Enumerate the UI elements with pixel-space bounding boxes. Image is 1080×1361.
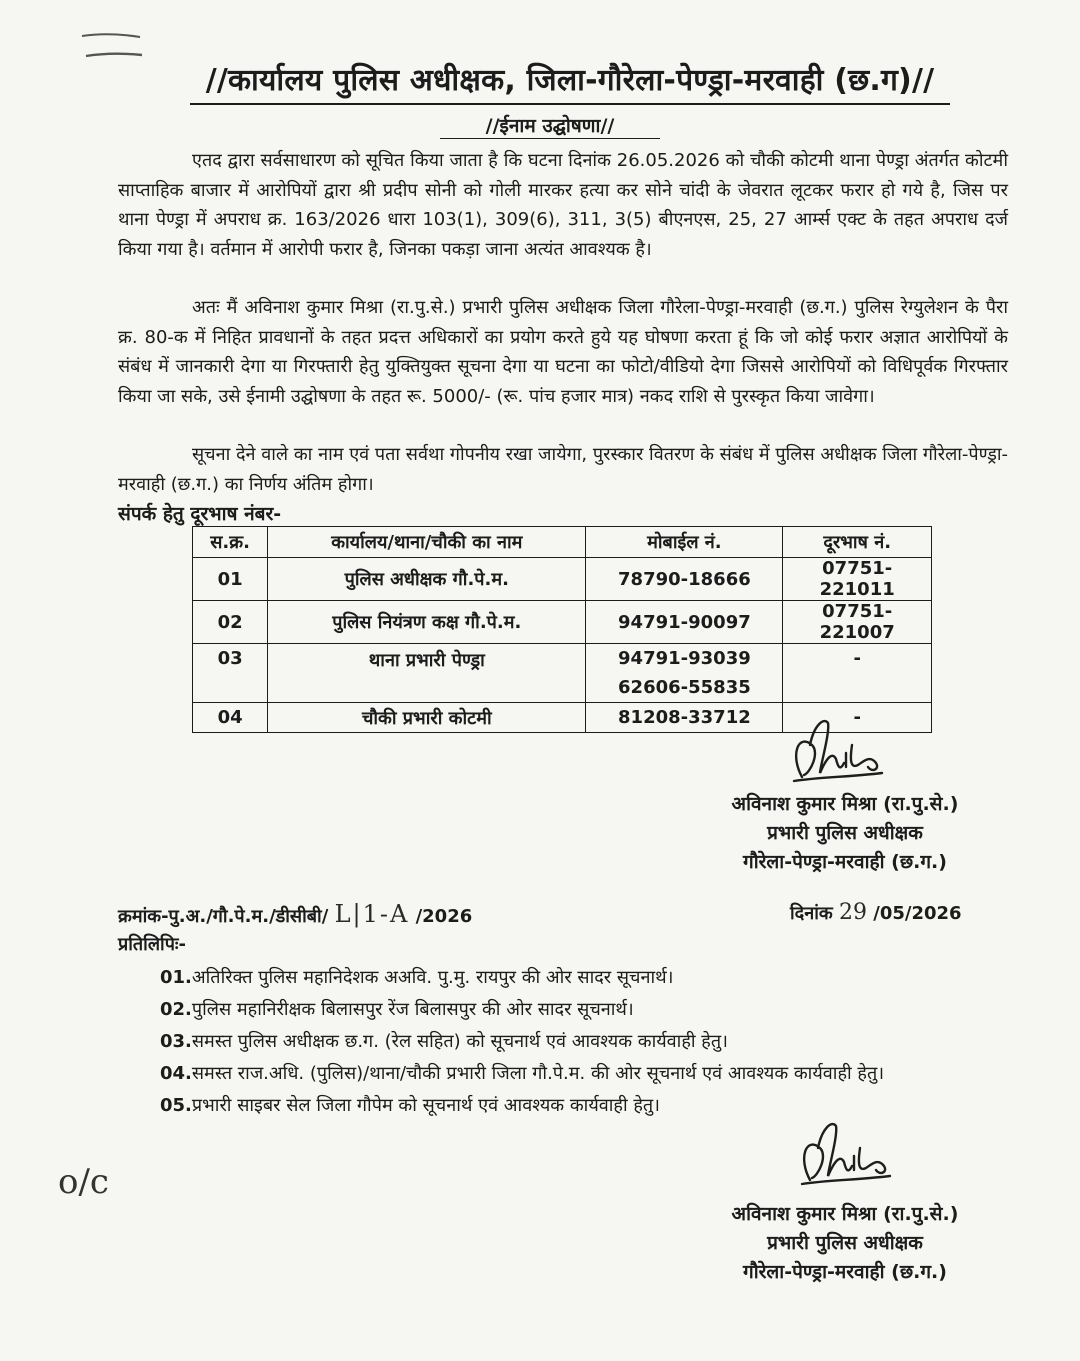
paragraph-incident: एतद द्वारा सर्वसाधारण को सूचित किया जाता है कि घटना दिनांक 26.05.2026 को चौकी कोटमी थाना पेण्ड्रा अंतर्गत कोटमी साप्ताहिक बाजार में आरोपियों द्वारा श्री प्रदीप सोनी को गोली मारकर हत्या कर सोने चांदी के जेवरात लूटकर फरार हो गये है, जिस पर थाना पेण्ड्रा में अपराध क्र. 163/2026 धारा 103(1), 309(6), 311, 3(5) बीएनएस, 25, 27 आर्म्स एक्ट के तहत अपराध दर्ज किया गया है। वर्तमान में आरोपी फरार है, जिनका पकड़ा जाना अत्यंत आवश्यक है। bbox=[118, 150, 1008, 260]
column-header-office: कार्यालय/थाना/चौकी का नाम bbox=[268, 527, 586, 558]
cell-serial: 04 bbox=[193, 703, 268, 733]
column-header-mobile: मोबाईल नं. bbox=[586, 527, 783, 558]
table-header-row bbox=[193, 527, 932, 558]
cell-office: पुलिस नियंत्रण कक्ष गौ.पे.म. bbox=[268, 601, 586, 644]
contacts-table bbox=[192, 526, 932, 733]
signatory-district: गौरेला-पेण्ड्रा-मरवाही (छ.ग.) bbox=[743, 1261, 947, 1283]
reward-announcement-heading: //ईनाम उद्घोषणा// bbox=[440, 112, 660, 139]
signature-mark-1 bbox=[780, 715, 890, 790]
reference-suffix: /2026 bbox=[415, 906, 473, 927]
table-row bbox=[193, 601, 932, 644]
list-item-number: 04. bbox=[160, 1063, 192, 1084]
contact-heading: संपर्क हेतु दूरभाष नंबर- bbox=[118, 503, 282, 525]
list-item-text: प्रभारी साइबर सेल जिला गौपेम को सूचनार्थ एवं आवश्यक कार्यवाही हेतु। bbox=[191, 1095, 661, 1116]
table-row bbox=[193, 558, 932, 601]
copy-to-heading: प्रतिलिपिः- bbox=[118, 934, 187, 955]
list-item-number: 01. bbox=[160, 967, 192, 988]
list-item-text: समस्त पुलिस अधीक्षक छ.ग. (रेल सहित) को सूचनार्थ एवं आवश्यक कार्यवाही हेतु। bbox=[191, 1031, 728, 1052]
list-item bbox=[160, 1090, 1040, 1122]
cell-mobile: 78790-18666 bbox=[586, 558, 783, 601]
list-item-text: पुलिस महानिरीक्षक बिलासपुर रेंज बिलासपुर की ओर सादर सूचनार्थ। bbox=[191, 999, 634, 1020]
paragraph-declaration: अतः मैं अविनाश कुमार मिश्रा (रा.पु.से.) प्रभारी पुलिस अधीक्षक जिला गौरेला-पेण्ड्रा-मरवाही (छ.ग.) पुलिस रेग्युलेशन के पैरा क्र. 80-क में निहित प्रावधानों के तहत प्रदत्त अधिकारों का प्रयोग करते हुये यह घोषणा करता हूं कि जो कोई फरार अज्ञात आरोपियों के संबंध में जानकारी देगा या गिरफ्तारी हेतु युक्तियुक्त सूचना देगा या घटना का फोटो/वीडियो देगा जिससे आरोपियों को विधिपूर्वक गिरफ्तार किया जा सके, उसे ईनामी उद्घोषणा के तहत रू. 5000/- (रू. पांच हजार मात्र) नकद राशि से पुरस्कृत किया जावेगा। bbox=[118, 297, 1009, 407]
signatory-designation: प्रभारी पुलिस अधीक्षक bbox=[767, 1232, 923, 1254]
cell-landline: - bbox=[783, 703, 932, 733]
cell-serial: 01 bbox=[193, 558, 268, 601]
cell-landline: 07751-221011 bbox=[783, 558, 932, 601]
column-header-landline: दूरभाष नं. bbox=[783, 527, 932, 558]
margin-note: o/c bbox=[58, 1162, 109, 1202]
cell-mobile: 94791-90097 bbox=[586, 601, 783, 644]
date-suffix: /05/2026 bbox=[873, 903, 962, 924]
signature-mark-2 bbox=[788, 1118, 898, 1193]
reference-handwritten: L|1-A bbox=[334, 900, 410, 928]
signature-block-1 bbox=[705, 790, 985, 877]
signature-block-2 bbox=[705, 1200, 985, 1287]
cell-mobile: 94791-93039 bbox=[586, 644, 783, 674]
signatory-name: अविनाश कुमार मिश्रा (रा.पु.से.) bbox=[731, 793, 959, 815]
list-item bbox=[160, 1026, 1040, 1058]
cell-office: पुलिस अधीक्षक गौ.पे.म. bbox=[268, 558, 586, 601]
cell-office: थाना प्रभारी पेण्ड्रा bbox=[268, 644, 586, 703]
list-item-number: 05. bbox=[160, 1095, 192, 1116]
list-item-text: समस्त राज.अधि. (पुलिस)/थाना/चौकी प्रभारी जिला गौ.पे.म. की ओर सूचनार्थ एवं आवश्यक कार्यवाही हेतु। bbox=[191, 1063, 885, 1084]
office-title: //कार्यालय पुलिस अधीक्षक, जिला-गौरेला-पेण्ड्रा-मरवाही (छ.ग)// bbox=[190, 58, 950, 105]
cell-office: चौकी प्रभारी कोटमी bbox=[268, 703, 586, 733]
date-label: दिनांक bbox=[790, 903, 833, 924]
list-item-number: 02. bbox=[160, 999, 192, 1020]
reference-number bbox=[118, 900, 472, 928]
cell-landline: - bbox=[783, 644, 932, 703]
list-item-text: अतिरिक्त पुलिस महानिदेशक अअवि. पु.मु. रायपुर की ओर सादर सूचनार्थ। bbox=[191, 967, 674, 988]
cell-mobile: 62606-55835 bbox=[586, 673, 783, 703]
list-item bbox=[160, 1058, 1040, 1090]
pen-scribble-mark bbox=[78, 28, 148, 68]
signatory-district: गौरेला-पेण्ड्रा-मरवाही (छ.ग.) bbox=[743, 851, 947, 873]
date-handwritten-day: 29 bbox=[838, 900, 867, 925]
cell-landline: 07751-221007 bbox=[783, 601, 932, 644]
issue-date bbox=[790, 900, 962, 925]
cell-serial: 02 bbox=[193, 601, 268, 644]
list-item-number: 03. bbox=[160, 1031, 192, 1052]
signatory-designation: प्रभारी पुलिस अधीक्षक bbox=[767, 822, 923, 844]
cell-mobile: 81208-33712 bbox=[586, 703, 783, 733]
list-item bbox=[160, 962, 1040, 994]
cell-serial: 03 bbox=[193, 644, 268, 703]
signatory-name: अविनाश कुमार मिश्रा (रा.पु.से.) bbox=[731, 1203, 959, 1225]
column-header-serial: स.क्र. bbox=[193, 527, 268, 558]
copy-to-list bbox=[160, 962, 1040, 1122]
list-item bbox=[160, 994, 1040, 1026]
table-row bbox=[193, 644, 932, 674]
paragraph-confidentiality: सूचना देने वाले का नाम एवं पता सर्वथा गोपनीय रखा जायेगा, पुरस्कार वितरण के संबंध में पुलिस अधीक्षक जिला गौरेला-पेण्ड्रा-मरवाही (छ.ग.) का निर्णय अंतिम होगा। bbox=[118, 444, 1008, 495]
reference-prefix: क्रमांक-पु.अ./गौ.पे.म./डीसीबी/ bbox=[118, 906, 329, 927]
